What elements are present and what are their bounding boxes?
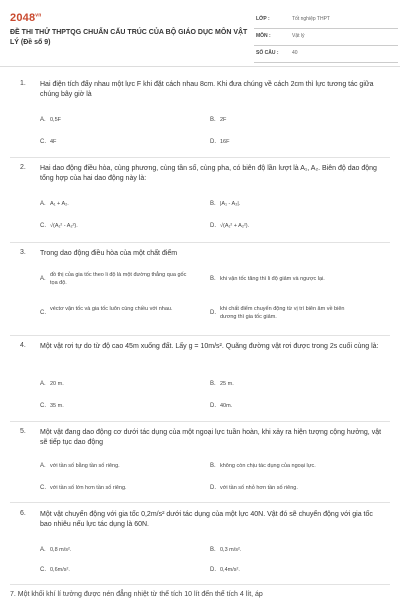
option-letter: A. xyxy=(40,381,46,387)
question-5 xyxy=(10,428,390,500)
question-divider xyxy=(10,502,390,503)
option-letter: B. xyxy=(210,381,216,387)
option-letter: B. xyxy=(210,463,216,469)
option-text: 20 m. xyxy=(50,381,64,387)
option-text: 25 m. xyxy=(220,381,234,387)
question-number: 1. xyxy=(20,80,26,87)
option-letter: C. xyxy=(40,403,46,409)
option-letter: D. xyxy=(210,567,216,573)
option-letter: C. xyxy=(40,223,46,229)
option-letter: A. xyxy=(40,201,46,207)
meta-row-subject xyxy=(254,29,398,46)
question-divider xyxy=(10,584,390,585)
option-text: 2F xyxy=(220,117,227,123)
header-divider xyxy=(0,66,400,67)
question-number: 6. xyxy=(20,510,26,517)
option-text: 0,8 m/s². xyxy=(50,547,72,553)
option-letter: D. xyxy=(210,139,216,145)
option-text: √(A₁² - A₂²). xyxy=(50,223,78,229)
option-letter: C. xyxy=(40,310,46,316)
meta-label: MÔN : xyxy=(256,33,271,39)
exam-meta-table xyxy=(254,12,398,63)
option-text: A₁ + A₂. xyxy=(50,201,69,207)
option-text: 0,6m/s². xyxy=(50,567,70,573)
option-text: 35 m. xyxy=(50,403,64,409)
question-divider xyxy=(10,421,390,422)
option-letter: D. xyxy=(210,223,216,229)
option-text: véctơ vận tốc và gia tốc luôn cùng chiều với nhau. xyxy=(50,306,173,312)
question-6 xyxy=(10,510,390,582)
option-text: 40m. xyxy=(220,403,233,409)
option-text: không còn chịu tác dụng của ngoại lực. xyxy=(220,463,316,469)
option-letter: A. xyxy=(40,117,46,123)
option-text: 4F xyxy=(50,139,57,145)
option-letter: B. xyxy=(210,276,216,282)
option-letter: D. xyxy=(210,485,216,491)
question-number: 2. xyxy=(20,164,26,171)
option-letter: D. xyxy=(210,403,216,409)
question-divider xyxy=(10,157,390,158)
meta-value: Tốt nghiệp THPT xyxy=(292,16,330,22)
question-3 xyxy=(10,249,390,329)
question-text: Một vật chuyển động với gia tốc 0,2m/s² dưới tác dụng của một lực 40N. Vật đó sẽ chuyển động với gia tốc bao nhiêu nếu lực tác dụng là 60N. xyxy=(40,511,373,528)
option-text: khi vận tốc tăng thì li độ giảm và ngược lại. xyxy=(220,276,325,282)
meta-row-count xyxy=(254,46,398,63)
option-letter: D. xyxy=(210,310,216,316)
option-text: 16F xyxy=(220,139,230,145)
meta-row-class xyxy=(254,12,398,29)
brand-logo-suffix: vn xyxy=(35,12,42,19)
option-text: với tần số nhỏ hơn tần số riêng. xyxy=(220,485,298,491)
question-2 xyxy=(10,164,390,234)
exam-header xyxy=(10,12,390,64)
option-text: √(A₁² + A₂²). xyxy=(220,223,250,229)
question-7-partial: 7. Một khối khí lí tưởng được nén đẳng nhiệt từ thể tích 10 lít đến thể tích 4 lít, áp xyxy=(10,591,263,598)
option-text: đồ thị của gia tốc theo li độ là một đường thẳng qua gốc tọa độ. xyxy=(50,272,187,286)
exam-title: ĐỀ THI THỬ THPTQG CHUẨN CẤU TRÚC CỦA BỘ GIÁO DỤC MÔN VẬT LÝ (Đề số 9) xyxy=(10,29,248,46)
option-letter: B. xyxy=(210,547,216,553)
meta-label: LỚP : xyxy=(256,16,270,22)
brand-logo-text: 2048 xyxy=(10,12,36,24)
question-number: 3. xyxy=(20,249,26,256)
option-letter: C. xyxy=(40,485,46,491)
option-text: với tần số bằng tần số riêng. xyxy=(50,463,120,469)
question-number: 5. xyxy=(20,428,26,435)
question-text: Một vật đang dao động cơ dưới tác dụng của một ngoại lực tuần hoàn, khi xảy ra hiện tượng cộng hưởng, vật sẽ tiếp tục dao động xyxy=(40,429,382,446)
option-text: 0,3 m/s². xyxy=(220,547,242,553)
question-text: Hai dao động điều hòa, cùng phương, cùng tần số, cùng pha, có biên độ lần lượt là A₁, A₂. Biên độ dao động tổng hợp của hai dao động này là: xyxy=(40,165,377,182)
option-letter: A. xyxy=(40,463,46,469)
meta-label: SỐ CÂU : xyxy=(256,50,279,56)
option-letter: C. xyxy=(40,567,46,573)
option-letter: B. xyxy=(210,117,216,123)
question-number: 4. xyxy=(20,342,26,349)
option-letter: C. xyxy=(40,139,46,145)
question-divider xyxy=(10,242,390,243)
brand-logo[interactable] xyxy=(10,12,42,24)
option-text: 0,4m/s². xyxy=(220,567,240,573)
meta-value: 40 xyxy=(292,50,298,56)
question-divider xyxy=(10,335,390,336)
question-text: Hai điện tích đẩy nhau một lực F khi đặt cách nhau 8cm. Khi đưa chúng về cách 2cm thì lực tương tác giữa chúng bây giờ là xyxy=(40,81,374,98)
option-text: với tần số lớn hơn tần số riêng. xyxy=(50,485,127,491)
option-letter: A. xyxy=(40,547,46,553)
option-letter: B. xyxy=(210,201,216,207)
question-text: Trong dao động điều hòa của một chất điểm xyxy=(40,250,178,257)
option-letter: A. xyxy=(40,276,46,282)
meta-value: Vật lý xyxy=(292,33,305,39)
option-text: 0,5F xyxy=(50,117,62,123)
question-4 xyxy=(10,342,390,414)
question-1 xyxy=(10,80,390,150)
question-text: Một vật rơi tự do từ độ cao 45m xuống đất. Lấy g = 10m/s². Quãng đường vật rơi được trong 2s cuối cùng là: xyxy=(40,343,379,350)
option-text: |A₁ - A₂|. xyxy=(220,201,241,207)
option-text: khi chất điểm chuyển động từ vị trí biên âm về biên dương thì gia tốc giảm. xyxy=(220,306,345,320)
